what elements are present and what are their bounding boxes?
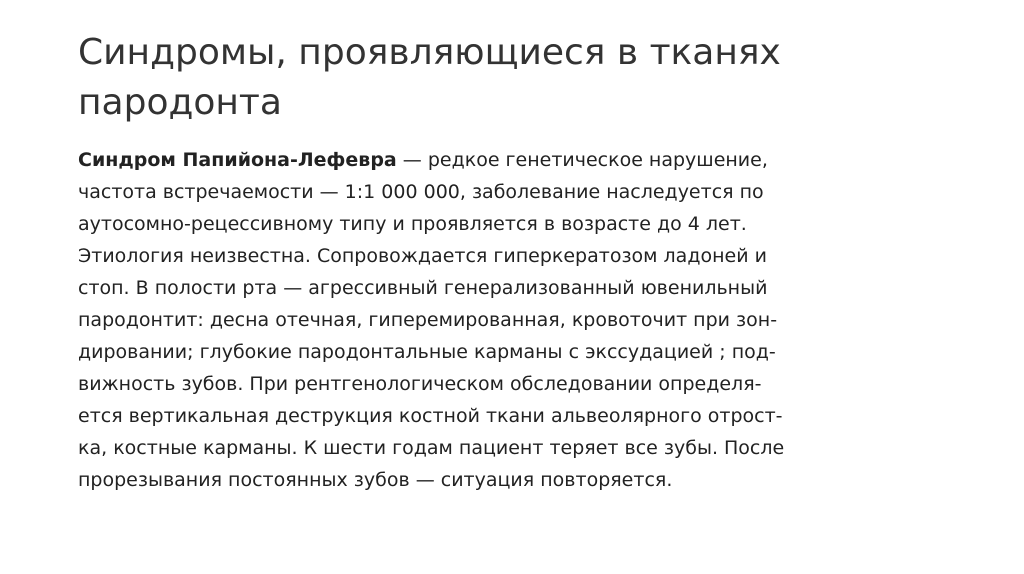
syndrome-term: Синдром Папийона-Лефевра bbox=[78, 149, 397, 171]
body-line-6: пародонтит: десна отечная, гиперемированная, кровоточит при зон- bbox=[78, 309, 778, 331]
title-line-2: пародонта bbox=[78, 82, 282, 123]
body-line-1 bbox=[78, 144, 978, 176]
body-line-1-rest: — редкое генетическое нарушение, bbox=[396, 149, 768, 171]
body-line-2: частота встречаемости — 1:1 000 000, заболевание наследуется по bbox=[78, 181, 764, 203]
body-line-5: стоп. В полости рта — агрессивный генерализованный ювенильный bbox=[78, 277, 768, 299]
body-line-4: Этиология неизвестна. Сопровождается гиперкератозом ладоней и bbox=[78, 245, 767, 267]
body-line-10: ка, костные карманы. К шести годам пациент теряет все зубы. После bbox=[78, 437, 785, 459]
body-line-3: аутосомно-рецессивному типу и проявляется в возрасте до 4 лет. bbox=[78, 213, 747, 235]
body-line-7: дировании; глубокие пародонтальные карманы с экссудацией ; под- bbox=[78, 341, 776, 363]
title-line-1: Синдромы, проявляющиеся в тканях bbox=[78, 32, 781, 73]
slide-title bbox=[78, 28, 958, 128]
body-line-8: вижность зубов. При рентгенологическом обследовании определя- bbox=[78, 373, 762, 395]
body-line-11: прорезывания постоянных зубов — ситуация повторяется. bbox=[78, 469, 673, 491]
slide-body bbox=[78, 144, 978, 496]
body-line-9: ется вертикальная деструкция костной ткани альвеолярного отрост- bbox=[78, 405, 783, 427]
